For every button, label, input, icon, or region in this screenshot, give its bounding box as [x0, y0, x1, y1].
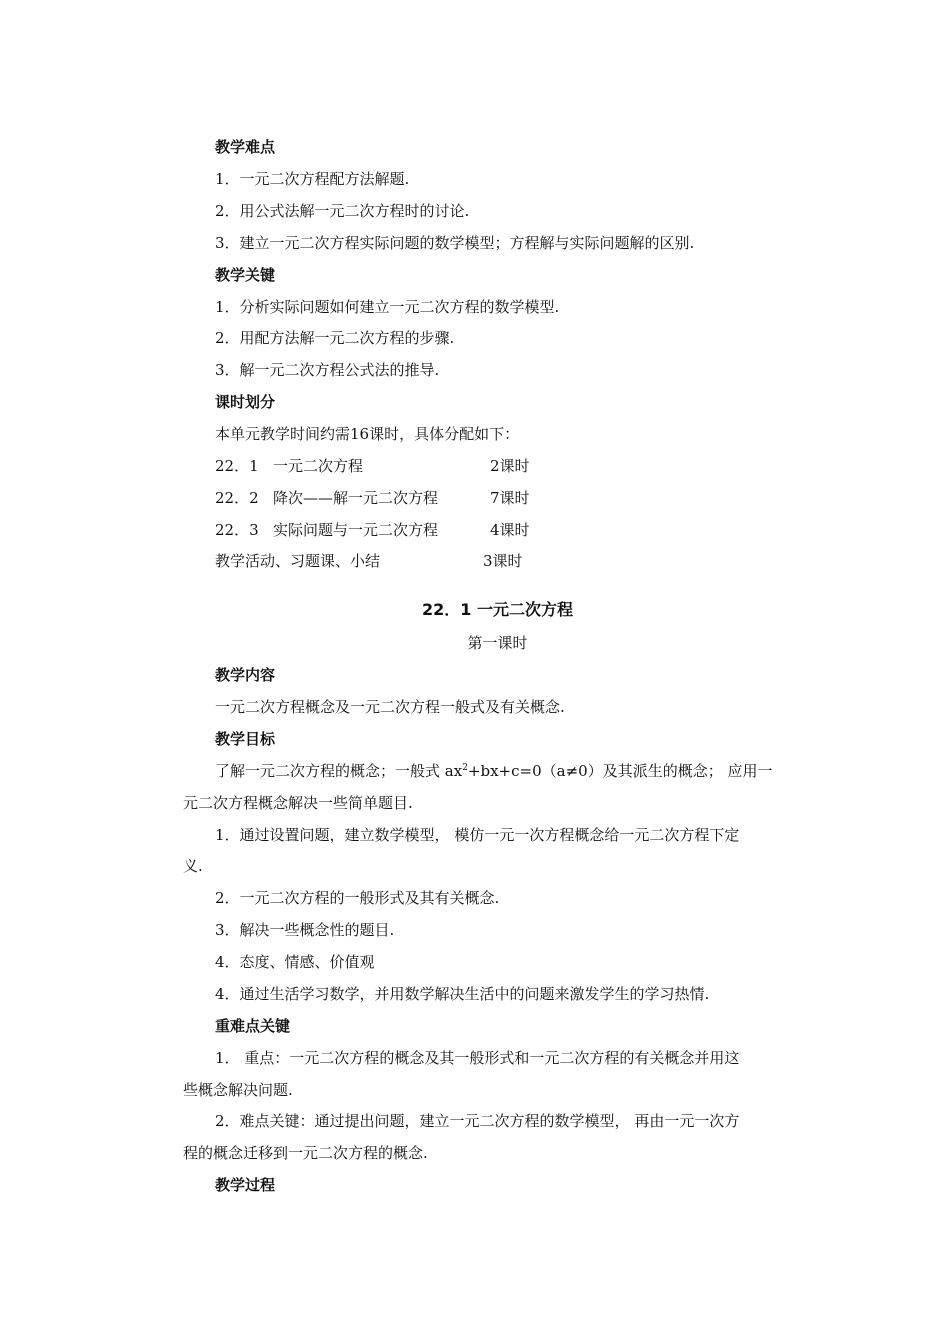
content-text: 一元二次方程概念及一元二次方程一般式及有关概念.	[215, 698, 565, 716]
schedule-row-hours: 4课时	[490, 521, 530, 539]
schedule-row-hours: 7课时	[490, 489, 530, 507]
schedule-row-num: 22．2	[215, 489, 259, 507]
key-point-1-line-2: 些概念解决问题.	[183, 1081, 293, 1099]
goal-item-3: 3．解决一些概念性的题目.	[215, 921, 395, 939]
difficulty-item-2: 2．用公式法解一元二次方程时的讨论.	[215, 202, 470, 220]
goal-item-2: 2．一元二次方程的一般形式及其有关概念.	[215, 889, 500, 907]
goal-text-before: 了解一元二次方程的概念；一般式 ax	[215, 762, 463, 780]
goal-text-superscript: 2	[462, 763, 468, 773]
schedule-row-name: 降次——解一元二次方程	[273, 489, 439, 507]
key-item-2: 2．用配方法解一元二次方程的步骤.	[215, 329, 455, 347]
goal-paragraph-line-1	[215, 761, 772, 781]
goal-paragraph-line-2: 元二次方程概念解决一些简单题目.	[183, 794, 413, 812]
difficulty-heading: 教学难点	[215, 138, 276, 156]
lesson-subtitle: 第一课时	[467, 634, 528, 652]
goal-text-after: +bx+c=0（a≠0）及其派生的概念； 应用一	[467, 762, 773, 780]
schedule-row-name: 实际问题与一元二次方程	[273, 521, 439, 539]
schedule-row-name: 教学活动、习题课、小结	[215, 552, 381, 570]
goal-item-1-line-1: 1．通过设置问题，建立数学模型， 模仿一元一次方程概念给一元二次方程下定	[215, 826, 740, 844]
difficulty-item-1: 1．一元二次方程配方法解题.	[215, 170, 410, 188]
schedule-row-num: 22．1	[215, 457, 259, 475]
key-point-1-line-1: 1． 重点：一元二次方程的概念及其一般形式和一元二次方程的有关概念并用这	[215, 1049, 740, 1067]
schedule-row-num: 22．3	[215, 521, 259, 539]
key-item-3: 3．解一元二次方程公式法的推导.	[215, 361, 440, 379]
goal-item-5: 4．通过生活学习数学，并用数学解决生活中的问题来激发学生的学习热情.	[215, 985, 710, 1003]
key-point-2-line-1: 2．难点关键：通过提出问题，建立一元二次方程的数学模型， 再由一元一次方	[215, 1112, 740, 1130]
schedule-intro: 本单元教学时间约需16课时，具体分配如下：	[215, 425, 520, 443]
key-item-1: 1．分析实际问题如何建立一元二次方程的数学模型.	[215, 298, 560, 316]
goal-item-1-line-2: 义.	[183, 857, 203, 875]
content-heading: 教学内容	[215, 666, 276, 684]
difficulty-item-3: 3．建立一元二次方程实际问题的数学模型；方程解与实际问题解的区别.	[215, 234, 695, 252]
schedule-row-name: 一元二次方程	[273, 457, 364, 475]
schedule-heading: 课时划分	[215, 393, 276, 411]
key-points-heading: 重难点关键	[215, 1017, 291, 1035]
process-heading: 教学过程	[215, 1176, 276, 1194]
key-point-2-line-2: 程的概念迁移到一元二次方程的概念.	[183, 1144, 428, 1162]
lesson-title: 22．1 一元二次方程	[422, 600, 573, 619]
goal-item-4: 4．态度、情感、价值观	[215, 953, 375, 971]
key-heading: 教学关键	[215, 266, 276, 284]
goal-heading: 教学目标	[215, 730, 276, 748]
schedule-row-hours: 2课时	[490, 457, 530, 475]
schedule-row-hours: 3课时	[483, 552, 523, 570]
